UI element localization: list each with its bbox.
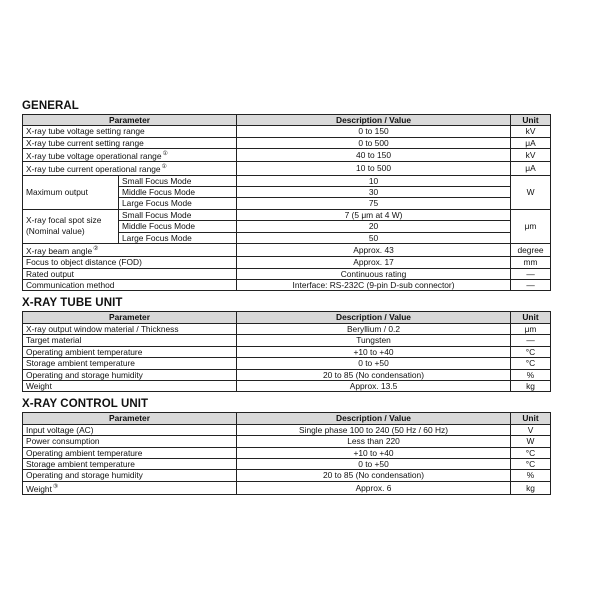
param-text: X-ray output window material / Thickness — [26, 323, 179, 334]
value-cell: Beryllium / 0.2 — [237, 323, 511, 334]
param-cell — [23, 149, 237, 162]
param-text: Storage ambient temperature — [26, 358, 135, 369]
unit-cell: °C — [511, 358, 551, 369]
tube-unit-title: X-RAY TUBE UNIT — [22, 297, 123, 310]
table-row — [23, 149, 551, 162]
param-cell — [23, 209, 119, 243]
param-cell: Maximum output — [23, 175, 119, 209]
param-cell — [23, 424, 237, 435]
unit-cell: % — [511, 470, 551, 481]
value-cell: Tungsten — [237, 335, 511, 346]
table-row — [23, 162, 551, 175]
value-cell: 0 to +50 — [237, 358, 511, 369]
value-cell: Approx. 17 — [237, 257, 511, 268]
param-cell — [23, 458, 237, 469]
param-cell — [23, 470, 237, 481]
value-cell: +10 to +40 — [237, 346, 511, 357]
table-header-row — [23, 115, 551, 126]
unit-cell: % — [511, 369, 551, 380]
param-cell: X-ray tube current setting range — [23, 137, 237, 148]
param-text: Weight — [26, 483, 52, 494]
header-description: Description / Value — [237, 115, 511, 126]
table-row — [23, 175, 551, 186]
param-cell — [23, 447, 237, 458]
mode-cell: Small Focus Mode — [119, 175, 237, 186]
unit-cell: V — [511, 424, 551, 435]
table-row — [23, 369, 551, 380]
value-cell: 0 to 500 — [237, 137, 511, 148]
unit-cell: kg — [511, 481, 551, 494]
value-cell: 20 to 85 (No condensation) — [237, 369, 511, 380]
table-row — [23, 346, 551, 357]
value-cell: 40 to 150 — [237, 149, 511, 162]
value-cell: Single phase 100 to 240 (50 Hz / 60 Hz) — [237, 424, 511, 435]
footnote-mark: ① — [162, 151, 168, 158]
param-subtext: (Nominal value) — [26, 226, 85, 237]
header-parameter: Parameter — [23, 115, 237, 126]
header-parameter: Parameter — [23, 312, 237, 323]
unit-cell: — — [511, 268, 551, 279]
value-cell: Approx. 43 — [237, 244, 511, 257]
spec-sheet — [22, 100, 550, 501]
unit-cell: μm — [511, 209, 551, 243]
unit-cell: degree — [511, 244, 551, 257]
value-cell: 30 — [237, 187, 511, 198]
param-text: Operating ambient temperature — [26, 346, 143, 357]
table-row — [23, 280, 551, 291]
unit-cell: kV — [511, 149, 551, 162]
param-cell — [23, 380, 237, 391]
param-cell — [23, 346, 237, 357]
unit-cell: mm — [511, 257, 551, 268]
table-row — [23, 436, 551, 447]
tube-unit-table — [22, 311, 551, 392]
value-cell: 10 — [237, 175, 511, 186]
value-cell: 7 (5 μm at 4 W) — [237, 209, 511, 220]
unit-cell: μA — [511, 162, 551, 175]
header-parameter: Parameter — [23, 413, 237, 424]
header-description: Description / Value — [237, 312, 511, 323]
param-cell — [23, 436, 237, 447]
general-title: GENERAL — [22, 100, 79, 112]
table-row — [23, 137, 551, 148]
footnote-mark: ③ — [52, 483, 59, 490]
value-cell: 20 to 85 (No condensation) — [237, 470, 511, 481]
control-unit-title: X-RAY CONTROL UNIT — [22, 398, 149, 411]
param-cell: Focus to object distance (FOD) — [23, 257, 237, 268]
table-row — [23, 209, 551, 220]
value-cell: Approx. 6 — [237, 481, 511, 494]
table-row — [23, 481, 551, 494]
param-text: X-ray tube voltage operational range — [26, 151, 162, 162]
mode-cell: Small Focus Mode — [119, 209, 237, 220]
param-text: Operating and storage humidity — [26, 470, 143, 481]
param-cell — [23, 358, 237, 369]
param-cell — [23, 369, 237, 380]
table-row — [23, 126, 551, 137]
control-unit-section — [22, 398, 550, 495]
param-cell — [23, 162, 237, 175]
value-cell: 75 — [237, 198, 511, 209]
param-text: Input voltage (AC) — [26, 424, 94, 435]
value-cell: Interface: RS-232C (9-pin D-sub connector) — [237, 280, 511, 291]
table-row — [23, 268, 551, 279]
general-section — [22, 100, 550, 291]
unit-cell: μA — [511, 137, 551, 148]
header-unit: Unit — [511, 312, 551, 323]
param-text: Weight — [26, 380, 52, 391]
param-text: Operating ambient temperature — [26, 447, 143, 458]
param-text: Operating and storage humidity — [26, 369, 143, 380]
param-text: Storage ambient temperature — [26, 458, 135, 469]
table-header-row — [23, 312, 551, 323]
table-row — [23, 244, 551, 257]
param-cell: Rated output — [23, 268, 237, 279]
param-text: Target material — [26, 335, 82, 346]
unit-cell: °C — [511, 458, 551, 469]
table-row — [23, 380, 551, 391]
unit-cell: °C — [511, 346, 551, 357]
header-unit: Unit — [511, 115, 551, 126]
table-header-row — [23, 413, 551, 424]
param-text: X-ray focal spot size — [26, 215, 102, 226]
value-cell: Approx. 13.5 — [237, 380, 511, 391]
param-text: Power consumption — [26, 436, 100, 447]
param-cell — [23, 323, 237, 334]
value-cell: Continuous rating — [237, 268, 511, 279]
unit-cell: — — [511, 280, 551, 291]
unit-cell: kV — [511, 126, 551, 137]
value-cell: 0 to +50 — [237, 458, 511, 469]
unit-cell: °C — [511, 447, 551, 458]
tube-unit-section — [22, 297, 550, 392]
unit-cell: W — [511, 175, 551, 209]
table-row — [23, 323, 551, 334]
table-row — [23, 458, 551, 469]
table-row — [23, 257, 551, 268]
mode-cell: Large Focus Mode — [119, 198, 237, 209]
footnote-mark: ① — [161, 164, 167, 171]
param-cell: X-ray tube voltage setting range — [23, 126, 237, 137]
value-cell: 20 — [237, 221, 511, 232]
unit-cell: W — [511, 436, 551, 447]
table-row — [23, 335, 551, 346]
param-text: X-ray beam angle — [26, 245, 93, 256]
mode-cell: Middle Focus Mode — [119, 187, 237, 198]
value-cell: +10 to +40 — [237, 447, 511, 458]
header-unit: Unit — [511, 413, 551, 424]
unit-cell: — — [511, 335, 551, 346]
table-row — [23, 424, 551, 435]
mode-cell: Middle Focus Mode — [119, 221, 237, 232]
unit-cell: μm — [511, 323, 551, 334]
control-unit-table — [22, 412, 551, 495]
unit-cell: kg — [511, 380, 551, 391]
param-cell: Communication method — [23, 280, 237, 291]
value-cell: 0 to 150 — [237, 126, 511, 137]
footnote-mark: ② — [93, 246, 99, 253]
mode-cell: Large Focus Mode — [119, 232, 237, 243]
param-cell — [23, 244, 237, 257]
header-description: Description / Value — [237, 413, 511, 424]
value-cell: 10 to 500 — [237, 162, 511, 175]
general-table — [22, 114, 551, 291]
value-cell: 50 — [237, 232, 511, 243]
param-cell — [23, 335, 237, 346]
param-text: X-ray tube current operational range — [26, 164, 161, 175]
table-row — [23, 470, 551, 481]
value-cell: Less than 220 — [237, 436, 511, 447]
table-row — [23, 447, 551, 458]
param-cell — [23, 481, 237, 494]
table-row — [23, 358, 551, 369]
